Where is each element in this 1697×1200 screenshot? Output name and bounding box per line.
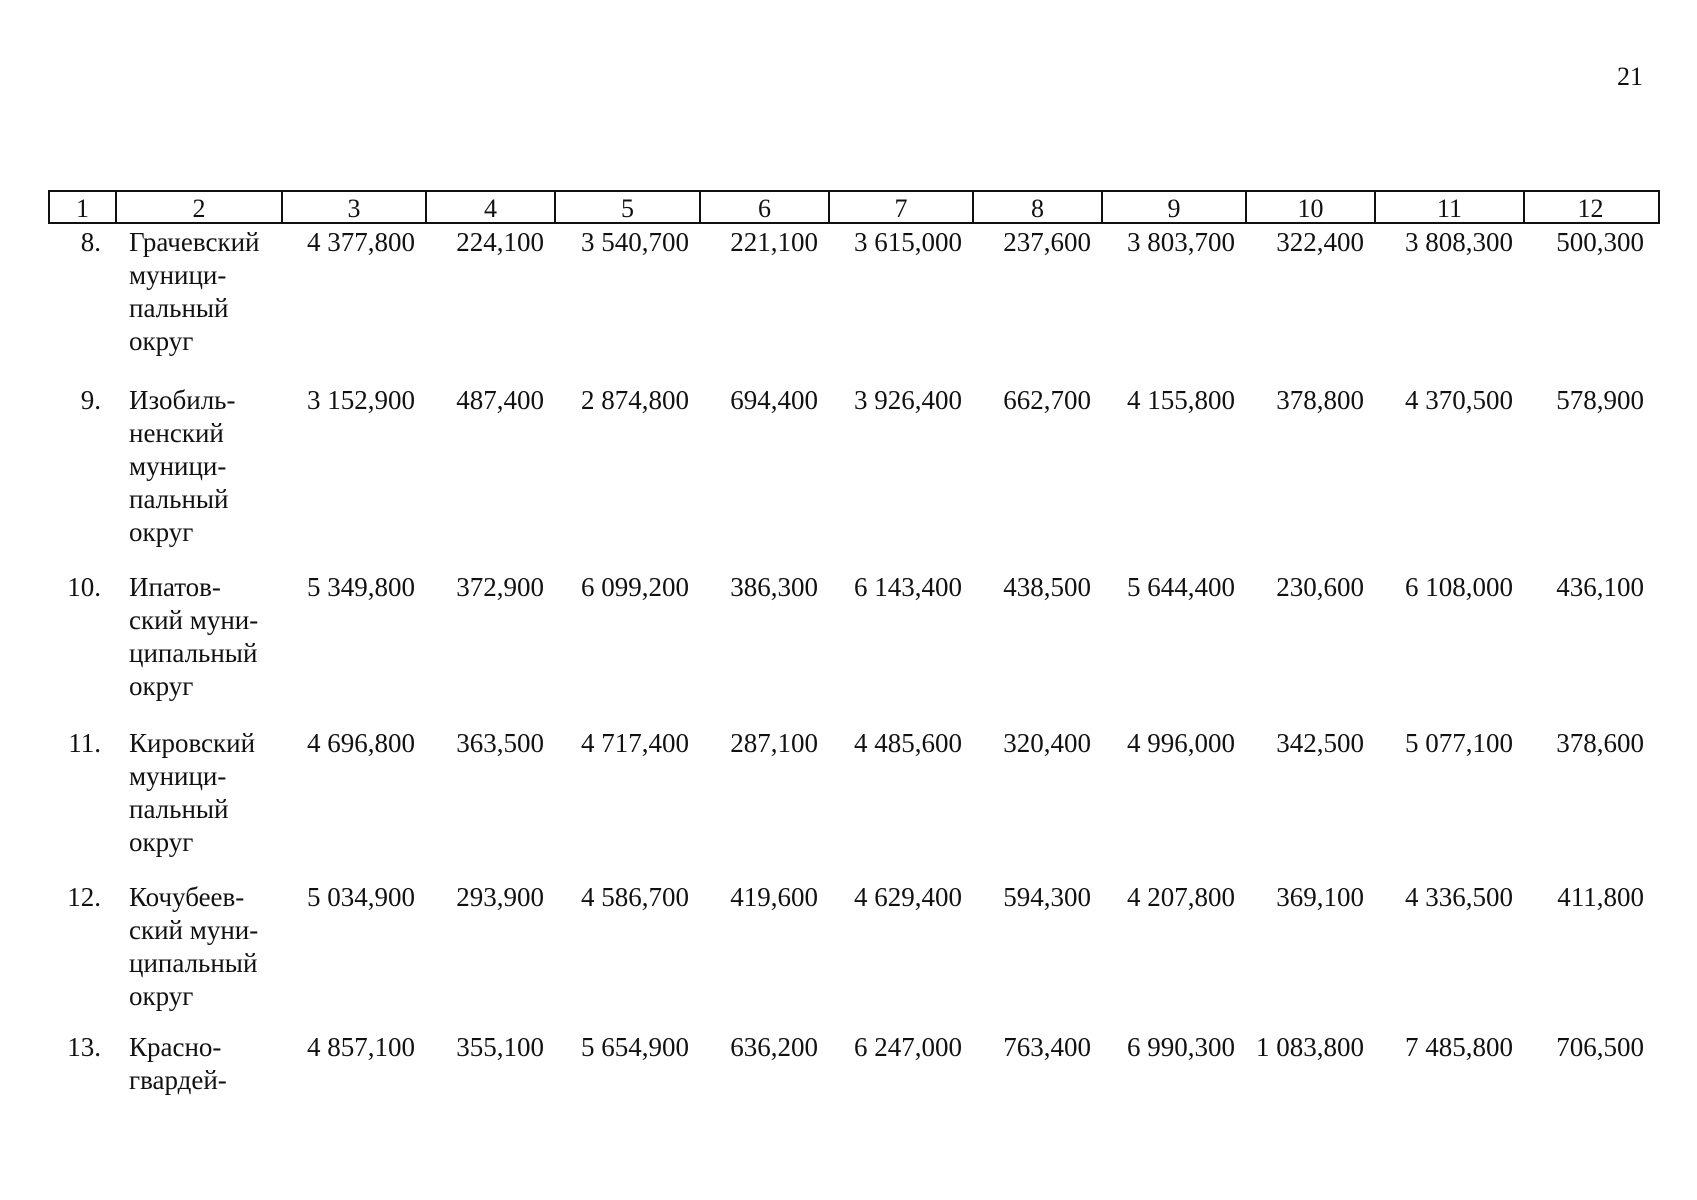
value-cell: 5 034,900 bbox=[307, 882, 415, 912]
value-cell: 6 247,000 bbox=[854, 1032, 962, 1062]
value-cell: 6 108,000 bbox=[1405, 572, 1513, 602]
district-name bbox=[115, 727, 281, 881]
value-cell: 355,100 bbox=[456, 1032, 544, 1062]
value-cell: 230,600 bbox=[1276, 572, 1364, 602]
row-number: 11. bbox=[68, 728, 101, 758]
district-name-line: пальный bbox=[129, 794, 229, 824]
value-cell: 372,900 bbox=[456, 572, 544, 602]
district-name-line: муници- bbox=[129, 451, 227, 481]
row-number: 13. bbox=[67, 1032, 101, 1062]
column-header: 10 bbox=[1247, 192, 1376, 222]
table-row bbox=[48, 226, 1660, 384]
value-cell: 320,400 bbox=[1003, 728, 1091, 758]
value-cell: 3 926,400 bbox=[854, 385, 962, 415]
column-header: 8 bbox=[974, 192, 1103, 222]
district-name-line: Кочубеев- bbox=[129, 882, 245, 912]
district-name-line: ский муни- bbox=[129, 605, 259, 635]
value-cell: 487,400 bbox=[456, 385, 544, 415]
table-row bbox=[48, 571, 1660, 727]
district-name-line: Изобиль- bbox=[129, 385, 236, 415]
value-cell: 4 857,100 bbox=[307, 1032, 415, 1062]
district-name-line: Красно- bbox=[129, 1032, 222, 1062]
district-name-line: округ bbox=[129, 981, 194, 1011]
value-cell: 5 644,400 bbox=[1127, 572, 1235, 602]
value-cell: 4 377,800 bbox=[307, 227, 415, 257]
district-name-line: ский муни- bbox=[129, 915, 259, 945]
value-cell: 438,500 bbox=[1003, 572, 1091, 602]
column-header: 7 bbox=[830, 192, 974, 222]
value-cell: 594,300 bbox=[1003, 882, 1091, 912]
value-cell: 386,300 bbox=[730, 572, 818, 602]
value-cell: 3 808,300 bbox=[1405, 227, 1513, 257]
district-name bbox=[115, 1031, 281, 1151]
district-name bbox=[115, 881, 281, 1031]
column-header: 12 bbox=[1577, 194, 1604, 223]
value-cell: 5 077,100 bbox=[1405, 728, 1513, 758]
district-name-line: ципальный bbox=[129, 948, 258, 978]
table-body bbox=[48, 226, 1660, 1151]
value-cell: 3 152,900 bbox=[307, 385, 415, 415]
value-cell: 6 143,400 bbox=[854, 572, 962, 602]
table-row bbox=[48, 727, 1660, 881]
value-cell: 662,700 bbox=[1003, 385, 1091, 415]
district-name-line: Кировский bbox=[129, 728, 256, 758]
district-name-line: муници- bbox=[129, 260, 227, 290]
value-cell: 419,600 bbox=[730, 882, 818, 912]
value-cell: 6 990,300 bbox=[1127, 1032, 1235, 1062]
column-header: 4 bbox=[427, 192, 556, 222]
value-cell: 4 370,500 bbox=[1405, 385, 1513, 415]
value-cell: 4 485,600 bbox=[854, 728, 962, 758]
value-cell: 4 717,400 bbox=[581, 728, 689, 758]
value-cell: 3 615,000 bbox=[854, 227, 962, 257]
value-cell: 3 803,700 bbox=[1127, 227, 1235, 257]
value-cell: 578,900 bbox=[1556, 385, 1644, 415]
value-cell: 237,600 bbox=[1003, 227, 1091, 257]
value-cell: 378,600 bbox=[1556, 728, 1644, 758]
value-cell: 4 586,700 bbox=[581, 882, 689, 912]
district-name-line: округ bbox=[129, 326, 194, 356]
value-cell: 4 696,800 bbox=[307, 728, 415, 758]
value-cell: 694,400 bbox=[730, 385, 818, 415]
value-cell: 4 155,800 bbox=[1127, 385, 1235, 415]
value-cell: 763,400 bbox=[1003, 1032, 1091, 1062]
value-cell: 369,100 bbox=[1276, 882, 1364, 912]
district-name-line: гвардей- bbox=[129, 1065, 227, 1095]
column-header: 6 bbox=[701, 192, 830, 222]
value-cell: 706,500 bbox=[1556, 1032, 1644, 1062]
district-name-line: ципальный bbox=[129, 638, 258, 668]
value-cell: 4 629,400 bbox=[854, 882, 962, 912]
district-name-line: Ипатов- bbox=[129, 572, 221, 602]
value-cell: 1 083,800 bbox=[1256, 1032, 1364, 1062]
district-name-line: округ bbox=[129, 671, 194, 701]
column-header: 3 bbox=[283, 192, 427, 222]
district-name-line: муници- bbox=[129, 761, 227, 791]
value-cell: 2 874,800 bbox=[581, 385, 689, 415]
value-cell: 5 349,800 bbox=[307, 572, 415, 602]
page-number: 21 bbox=[1617, 62, 1643, 91]
column-header: 5 bbox=[556, 192, 701, 222]
district-name-line: Грачевский bbox=[129, 227, 260, 257]
value-cell: 287,100 bbox=[730, 728, 818, 758]
district-name bbox=[115, 571, 281, 727]
table-row bbox=[48, 384, 1660, 571]
column-header: 2 bbox=[117, 192, 283, 222]
value-cell: 636,200 bbox=[730, 1032, 818, 1062]
value-cell: 342,500 bbox=[1276, 728, 1364, 758]
row-number: 8. bbox=[80, 227, 101, 257]
district-name-line: округ bbox=[129, 517, 194, 547]
district-name bbox=[115, 384, 281, 571]
row-number: 9. bbox=[80, 385, 101, 415]
value-cell: 6 099,200 bbox=[581, 572, 689, 602]
district-name-line: пальный bbox=[129, 293, 229, 323]
table-row bbox=[48, 1031, 1660, 1151]
value-cell: 221,100 bbox=[730, 227, 818, 257]
column-header: 1 bbox=[50, 192, 117, 222]
value-cell: 500,300 bbox=[1556, 227, 1644, 257]
district-name bbox=[115, 226, 281, 384]
row-number: 12. bbox=[67, 882, 101, 912]
column-header: 9 bbox=[1103, 192, 1247, 222]
column-header: 11 bbox=[1376, 192, 1525, 222]
district-name-line: ненский bbox=[129, 418, 224, 448]
value-cell: 411,800 bbox=[1557, 882, 1644, 912]
value-cell: 7 485,800 bbox=[1405, 1032, 1513, 1062]
value-cell: 436,100 bbox=[1556, 572, 1644, 602]
value-cell: 293,900 bbox=[456, 882, 544, 912]
value-cell: 322,400 bbox=[1276, 227, 1364, 257]
table-header bbox=[48, 190, 1660, 224]
value-cell: 4 996,000 bbox=[1127, 728, 1235, 758]
value-cell: 224,100 bbox=[456, 227, 544, 257]
value-cell: 5 654,900 bbox=[581, 1032, 689, 1062]
value-cell: 378,800 bbox=[1276, 385, 1364, 415]
value-cell: 363,500 bbox=[456, 728, 544, 758]
value-cell: 4 207,800 bbox=[1127, 882, 1235, 912]
value-cell: 3 540,700 bbox=[581, 227, 689, 257]
district-name-line: пальный bbox=[129, 484, 229, 514]
district-name-line: округ bbox=[129, 827, 194, 857]
table-row bbox=[48, 881, 1660, 1031]
row-number: 10. bbox=[67, 572, 101, 602]
value-cell: 4 336,500 bbox=[1405, 882, 1513, 912]
